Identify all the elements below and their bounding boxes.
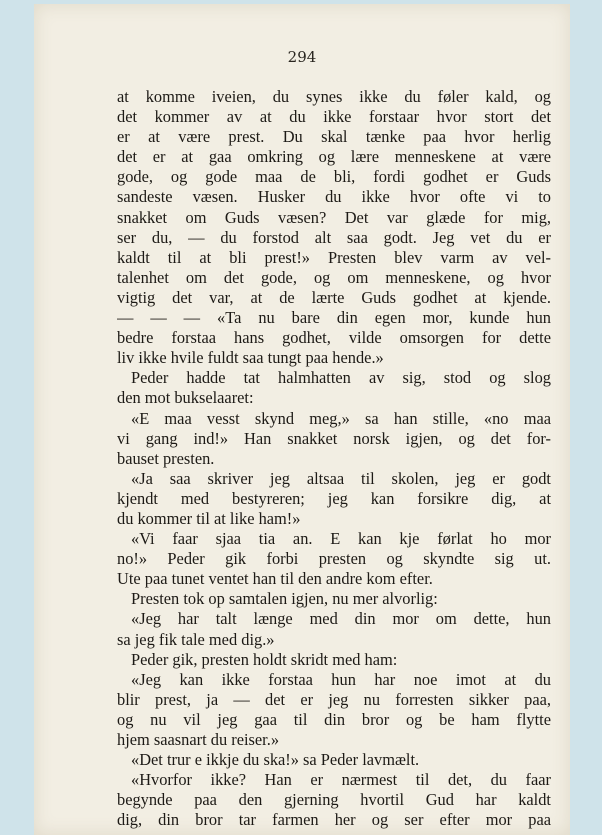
text-line: Presten tok op samtalen igjen, nu mer alvorlig:: [131, 589, 438, 609]
text-line: «Ja saa skriver jeg altsaa til skolen, jeg er godt: [131, 468, 551, 488]
page-body-text: [117, 87, 551, 830]
text-line: «Vi faar sjaa tia an. E kan kje førlat ho mor: [131, 529, 551, 549]
text-line: Ute paa tunet ventet han til den andre kom efter.: [117, 569, 433, 589]
text-line: «E maa vesst skynd meg,» sa han stille, «no maa: [131, 408, 551, 428]
text-line: snakket om Guds væsen? Det var glæde for mig,: [117, 207, 551, 227]
text-line: det er at gaa omkring og lære menneskene at være: [117, 147, 551, 167]
text-line: «Jeg kan ikke forstaa hun har noe imot at du: [131, 669, 551, 689]
text-line: dig, din bror tar farmen her og ser efter mor paa: [117, 810, 551, 830]
text-line: bedre forstaa hans godhet, vilde omsorgen for dette: [117, 328, 551, 348]
text-line: begynde paa den gjerning hvortil Gud har kaldt: [117, 790, 551, 810]
text-line: blir prest, ja — det er jeg nu forresten sikker paa,: [117, 689, 551, 709]
text-line: hjem saasnart du reiser.»: [117, 730, 280, 749]
text-line: no!» Peder gik forbi presten og skyndte sig ut.: [117, 549, 551, 569]
text-line: «Hvorfor ikke? Han er nærmest til det, du faar: [131, 770, 551, 790]
page-number: 294: [287, 48, 317, 66]
text-line: liv ikke hvile fuldt saa tungt paa hende.»: [117, 348, 384, 368]
text-line: sa jeg fik tale med dig.»: [117, 629, 275, 649]
text-line: og nu vil jeg gaa til din bror og be ham flytte: [117, 709, 551, 729]
text-line: Peder hadde tat halmhatten av sig, stod og slog: [131, 368, 551, 388]
text-line: er at være prest. Du skal tænke paa hvor herlig: [117, 127, 551, 147]
text-line: «Jeg har talt længe med din mor om dette, hun: [131, 609, 551, 629]
text-line: kjendt med bestyreren; jeg kan forsikre dig, at: [117, 488, 551, 508]
text-line: sandeste væsen. Husker du ikke hvor ofte vi to: [117, 187, 551, 207]
text-line: bauset presten.: [117, 448, 215, 468]
text-line: vigtig det var, at de lærte Guds godhet at kjende.: [117, 287, 551, 307]
text-line: talenhet om det gode, og om menneskene, og hvor: [117, 267, 551, 287]
text-line: Peder gik, presten holdt skridt med ham:: [131, 649, 398, 669]
text-line: du kommer til at like ham!»: [117, 508, 301, 528]
text-line: det kommer av at du ikke forstaar hvor stort det: [117, 107, 551, 127]
text-line: — — — «Ta nu bare din egen mor, kunde hun: [117, 308, 551, 328]
text-line: «Det trur e ikkje du ska!» sa Peder lavmælt.: [131, 750, 420, 770]
text-line: kaldt til at bli prest!» Presten blev varm av vel-: [117, 247, 551, 267]
text-line: at komme iveien, du synes ikke du føler kald, og: [117, 87, 551, 106]
text-line: gode, og gode maa de bli, fordi godhet er Guds: [117, 167, 551, 187]
text-line: ser du, — du forstod alt saa godt. Jeg vet du er: [117, 227, 551, 247]
text-line: vi gang ind!» Han snakket norsk igjen, og det for-: [117, 428, 551, 448]
text-line: den mot bukselaaret:: [117, 388, 254, 408]
book-page: [34, 4, 570, 835]
